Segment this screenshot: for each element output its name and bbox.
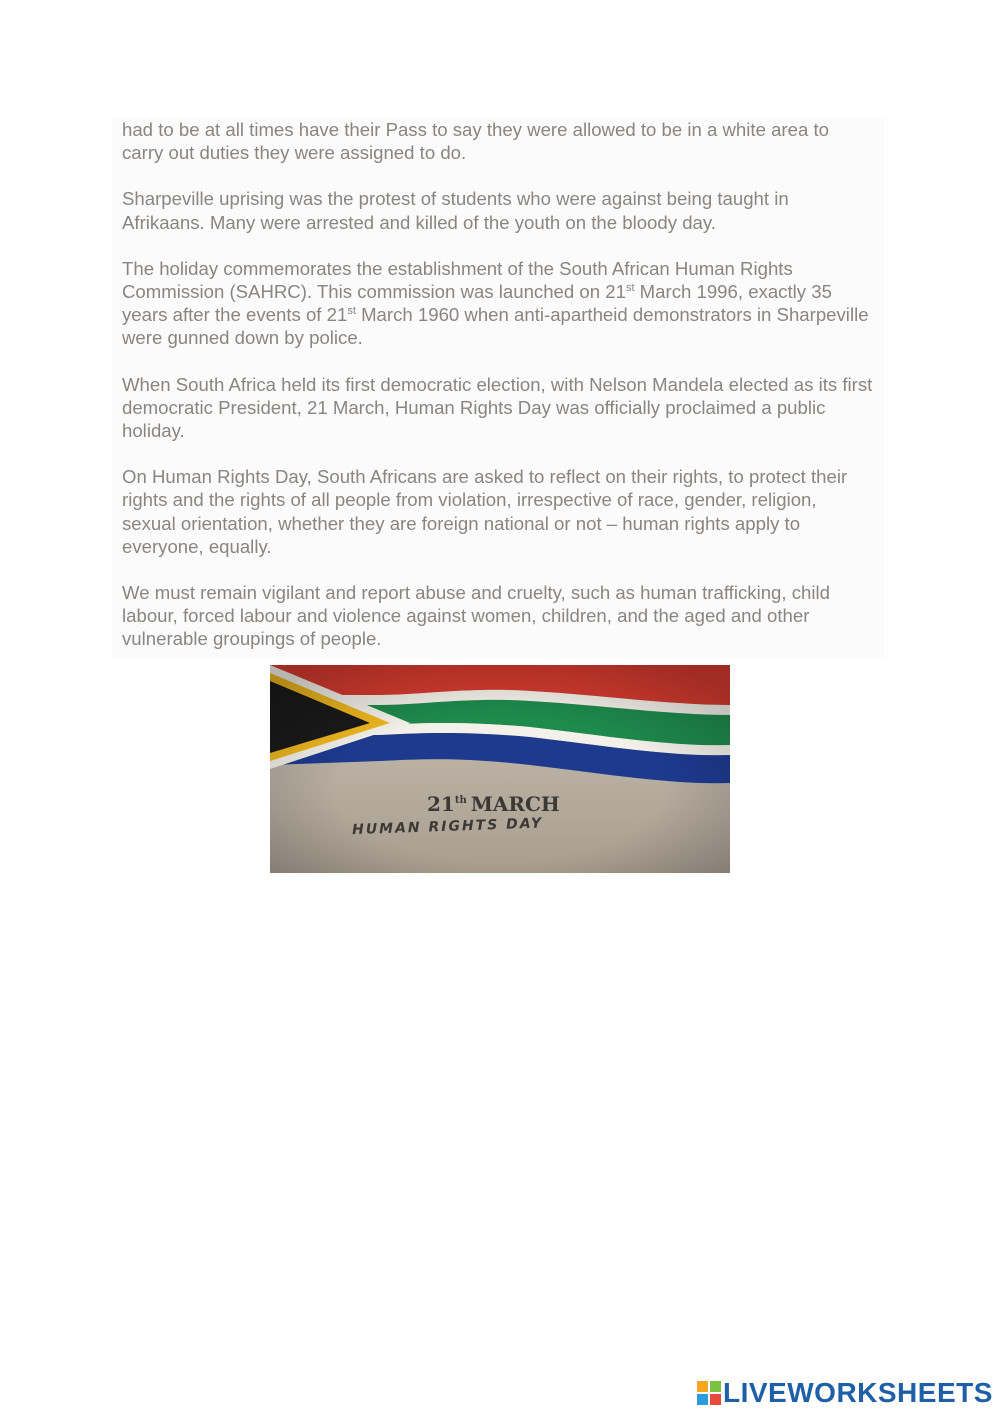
paragraph-reflect-rights: On Human Rights Day, South Africans are asked to reflect on their rights, to protect their rights and the rights of all people from violation, irrespective of race, gender, religion, sexual orientation, whether they are foreign national or not – human rights apply to everyone, equally. xyxy=(122,466,848,557)
liveworksheets-logo xyxy=(697,1375,993,1411)
paragraph-sahrc: The holiday commemorates the establishment of the South African Human Rights Commission (SAHRC). This commission was launched on 21st March 1996, exactly 35 years after the events of 21st March 1960 when anti-apartheid demonstrators in Sharpeville were gunned down by police. xyxy=(122,257,869,349)
flag-illustration xyxy=(270,665,730,873)
paragraph-pass-laws: had to be at all times have their Pass to say they were allowed to be in a white area to carry out duties they were assigned to do. xyxy=(122,119,829,164)
paragraph-sharpeville-uprising: Sharpeville uprising was the protest of students who were against being taught in Afrikaans. Many were arrested and killed of the youth on the bloody day. xyxy=(122,188,789,233)
image-vignette xyxy=(270,665,730,873)
logo-text: LIVEWORKSHEETS xyxy=(723,1377,993,1408)
liveworksheets-logo-icon xyxy=(697,1381,721,1405)
image-title-line1: 21th MARCH xyxy=(427,792,560,816)
paragraph-first-election: When South Africa held its first democratic election, with Nelson Mandela elected as its first democratic President, 21 March, Human Rights Day was officially proclaimed a public holiday. xyxy=(122,373,873,442)
image-title-line2: HUMAN RIGHTS DAY xyxy=(351,815,544,839)
article-text xyxy=(112,118,884,658)
human-rights-day-flag-image xyxy=(270,665,730,873)
paragraph-remain-vigilant: We must remain vigilant and report abuse and cruelty, such as human trafficking, child labour, forced labour and violence against women, children, and the aged and other vulnerable groupings of people. xyxy=(122,582,830,650)
